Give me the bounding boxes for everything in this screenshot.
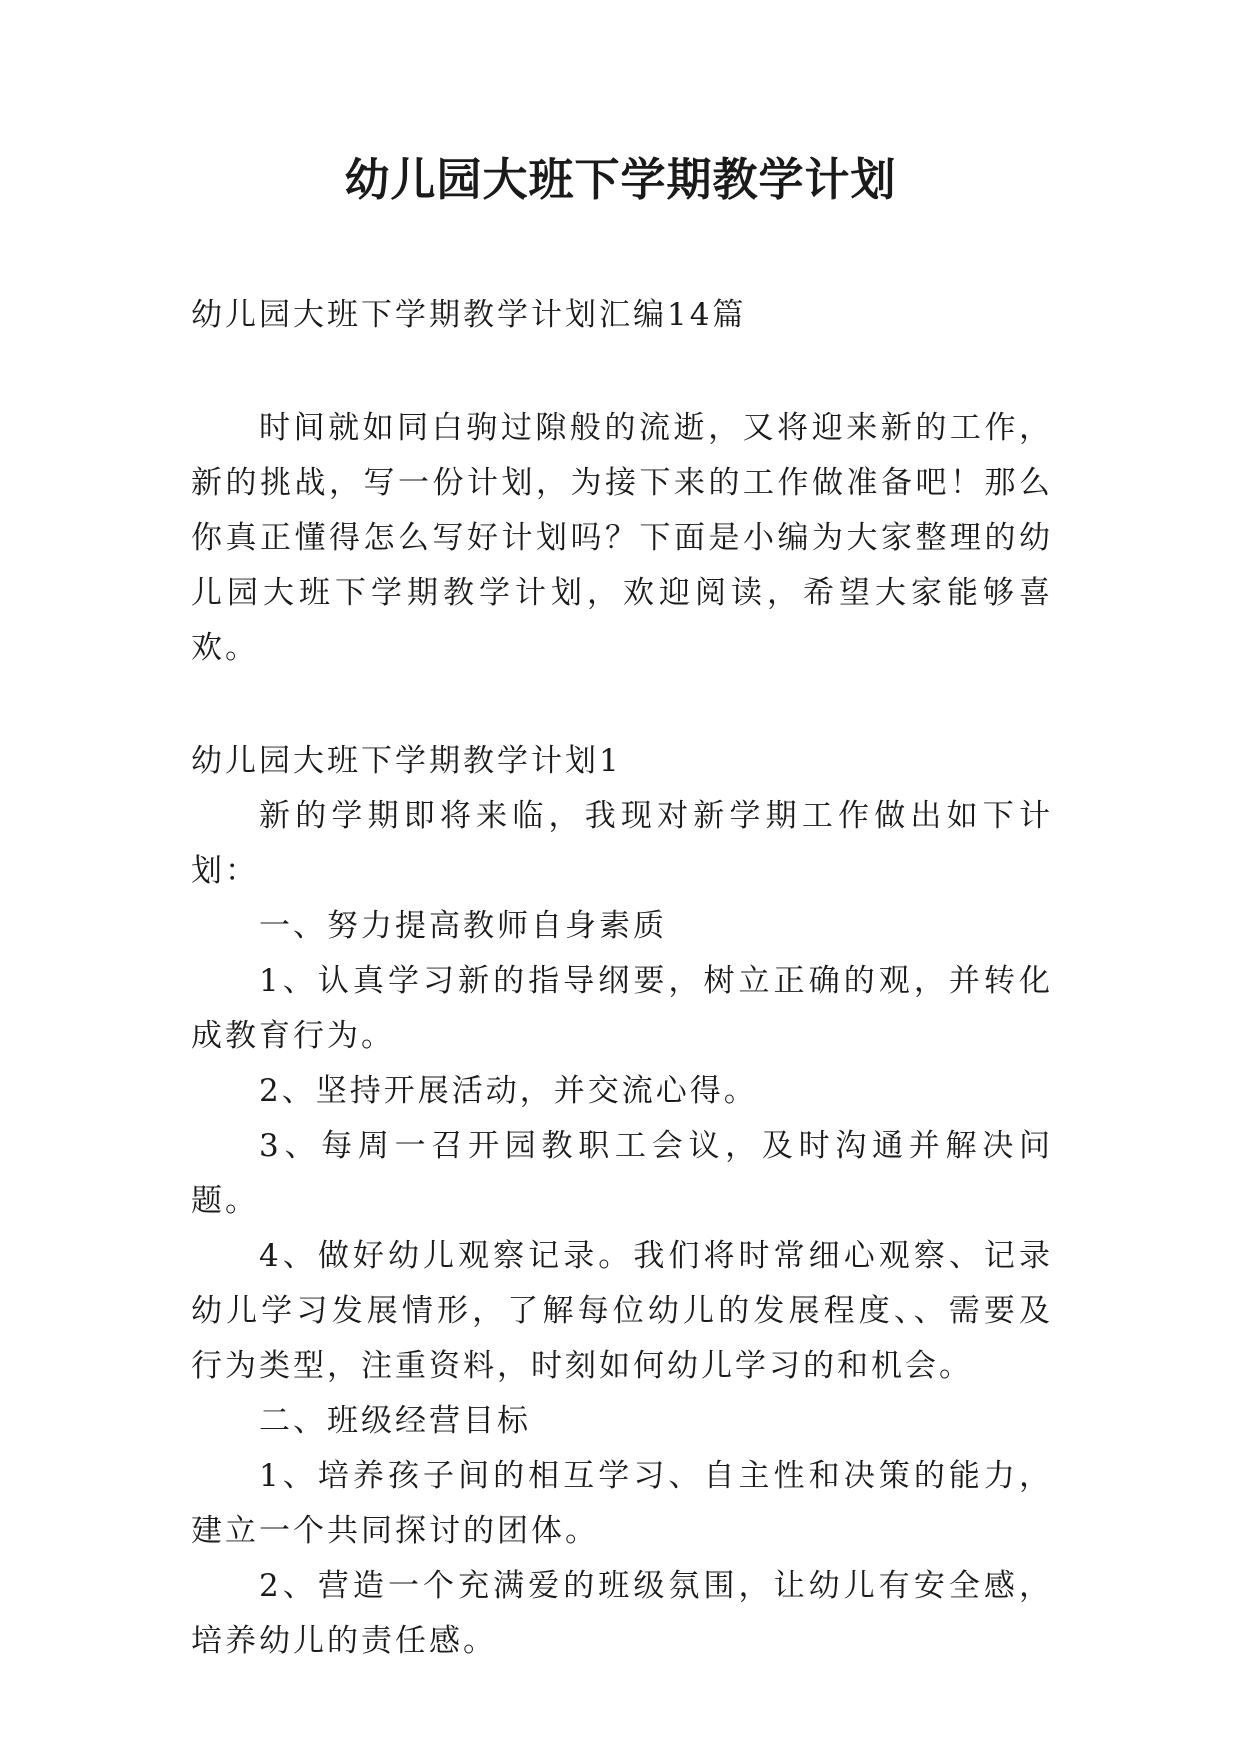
body-paragraph: 2、营造一个充满爱的班级氛围，让幼儿有安全感，培养幼儿的责任感。 — [191, 1568, 1053, 1659]
body-paragraph: 1、认真学习新的指导纲要，树立正确的观，并转化成教育行为。 — [191, 963, 1053, 1054]
body-paragraph: 2、坚持开展活动，并交流心得。 — [259, 1073, 758, 1109]
body-paragraph: 新的学期即将来临，我现对新学期工作做出如下计划： — [191, 798, 1053, 889]
body-paragraph: 二、班级经营目标 — [259, 1403, 531, 1439]
body-paragraph: 4、做好幼儿观察记录。我们将时常细心观察、记录幼儿学习发展情形，了解每位幼儿的发展程度、、需要及行为类型，注重资料，时刻如何幼儿学习的和机会。 — [191, 1238, 1053, 1384]
document-subtitle: 幼儿园大班下学期教学计划汇编14篇 — [191, 297, 747, 333]
intro-paragraph: 时间就如同白驹过隙般的流逝，又将迎来新的工作，新的挑战，写一份计划，为接下来的工作做准备吧！那么你真正懂得怎么写好计划吗？下面是小编为大家整理的幼儿园大班下学期教学计划，欢迎阅读，希望大家能够喜欢。 — [191, 410, 1053, 666]
body-paragraph: 1、培养孩子间的相互学习、自主性和决策的能力，建立一个共同探讨的团体。 — [191, 1458, 1053, 1549]
section-heading: 幼儿园大班下学期教学计划1 — [191, 743, 622, 779]
document-body — [191, 288, 1053, 1669]
body-paragraph: 3、每周一召开园教职工会议，及时沟通并解决问题。 — [191, 1128, 1053, 1219]
document-title: 幼儿园大班下学期教学计划 — [344, 153, 897, 206]
body-paragraph: 一、努力提高教师自身素质 — [259, 908, 667, 944]
